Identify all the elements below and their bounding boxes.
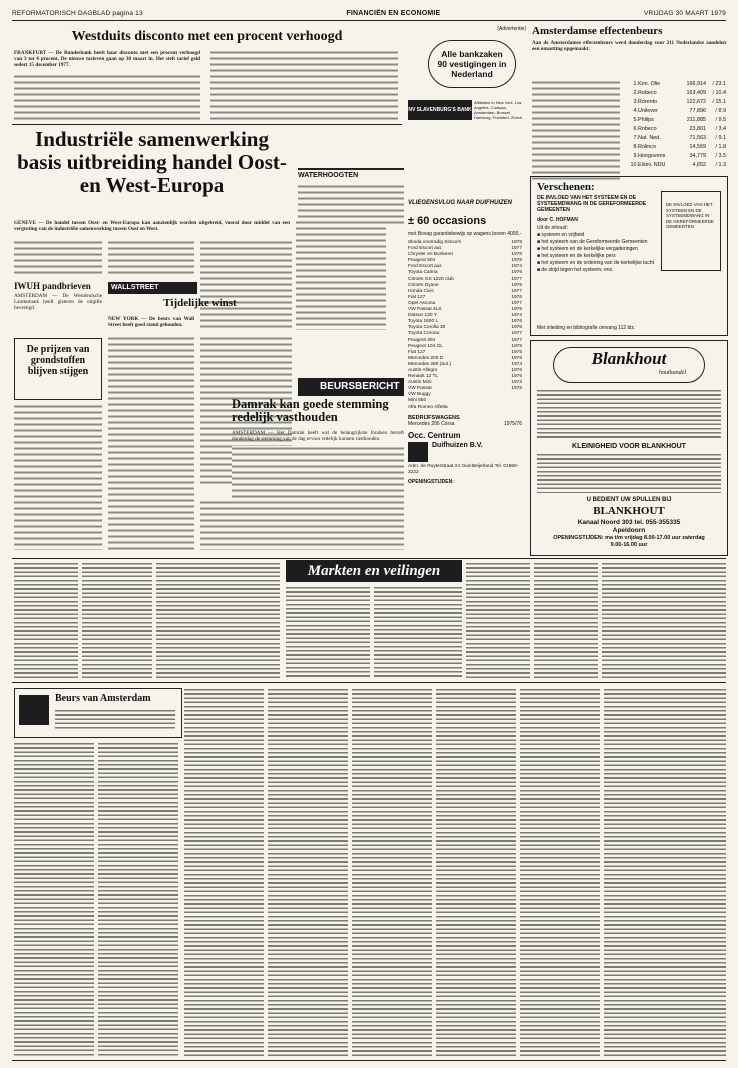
article-disconto xyxy=(12,28,402,125)
dealer: Occ. Centrum xyxy=(408,430,461,440)
effecten-table xyxy=(626,80,726,170)
ad-price: ± 60 occasions xyxy=(408,215,487,227)
ad-order: Met inleiding en bibliografie omvang 112 blz. xyxy=(537,325,636,331)
effecten-ch: / 1.8 xyxy=(715,144,726,150)
effecten-val: 23,801 xyxy=(689,126,706,132)
stock-table xyxy=(184,688,264,1056)
car-name: Chrysler en Bunkerer xyxy=(408,252,454,258)
car-name: Mercedes 280 (aut.) xyxy=(408,361,451,367)
effecten-name: Philips xyxy=(638,117,654,123)
ad-note: met Bovag garantiebewijs op wagens boven 4000,- xyxy=(408,231,522,237)
car-name: Peugeot 104 GL xyxy=(408,343,443,349)
effecten-name: Robeco xyxy=(638,126,657,132)
beurs-amsterdam-title: Beurs van Amsterdam xyxy=(55,693,151,704)
car-year: 1977 xyxy=(511,300,522,306)
text-column xyxy=(537,389,721,439)
effecten-val: 163,409 xyxy=(686,90,706,96)
ad-line: U BEDIENT UW SPULLEN BIJ xyxy=(586,497,672,503)
stock-table xyxy=(98,742,178,1056)
text-column xyxy=(82,562,152,678)
ad-hours: OPENINGSTIJDEN: ma t/m vrijdag 8.00-17.00 uur zaterdag 9.00-16.00 uur xyxy=(553,535,705,548)
car-year: 1976 xyxy=(511,282,522,288)
car-name: Renault 12 TL xyxy=(408,374,439,380)
dealer-name: Duifhuizen B.V. xyxy=(432,441,483,449)
effecten-row xyxy=(626,98,726,107)
car-name: Toyota Corona xyxy=(408,331,440,337)
waterhoogten-title: WATERHOOGTEN xyxy=(298,172,359,179)
car-year: 1976 xyxy=(511,325,522,331)
advertisement-bank xyxy=(408,26,526,150)
car-year: 1976 xyxy=(511,355,522,361)
car-name: Citroën GS 1220 club xyxy=(408,276,454,282)
ad-list-item: ■ het systeem en de kerkelijke pers xyxy=(537,253,616,259)
effecten-row xyxy=(626,143,726,152)
effecten-ch: / 15.1 xyxy=(712,99,726,105)
article-effectenbeurs xyxy=(532,26,726,186)
effecten-name: Elsev. NDU xyxy=(638,162,666,168)
article-iwuh xyxy=(14,282,102,332)
effecten-row xyxy=(626,107,726,116)
dealer-hours: OPENINGSTIJDEN: xyxy=(408,478,454,485)
stock-table xyxy=(268,688,348,1056)
ad-extra: Mercedes 206 Corsa xyxy=(408,420,455,427)
effecten-ch: / 8.9 xyxy=(715,108,726,114)
car-name: Alfa Romeo Alfetta xyxy=(408,404,448,410)
car-name: VW Buggy xyxy=(408,392,431,398)
effecten-n: 2. xyxy=(633,90,638,96)
car-name: VW Passat 4LS xyxy=(408,307,442,313)
ad-list-item: Uit de inhoud: xyxy=(537,225,568,231)
header-left: REFORMATORISCH DAGBLAD pagina 13 xyxy=(12,9,143,17)
car-name: Peugeot 504 xyxy=(408,258,436,264)
car-year: 1976 xyxy=(511,270,522,276)
effecten-name: Hoogovens xyxy=(638,153,666,159)
effecten-val: 211,885 xyxy=(686,117,706,123)
text-column xyxy=(14,404,102,550)
dealer-logo xyxy=(408,442,428,462)
car-name: VW Passat xyxy=(408,386,432,392)
car-year: 1978 xyxy=(511,240,522,245)
ad-tag: (Advertentie) xyxy=(497,26,526,32)
ad-title: Verschenen: xyxy=(537,181,595,193)
text-column xyxy=(108,336,194,550)
text-column xyxy=(374,586,462,678)
car-name: Austin Mini xyxy=(408,380,432,386)
stock-table xyxy=(436,688,516,1056)
ad-tagline: Affiliation to New York, Los Angeles, Curaçao, Amsterdam, Brussel, Hamburg, Frankfurt, Zürich xyxy=(474,100,523,120)
effecten-n: 1. xyxy=(633,81,638,87)
car-year: 1976 xyxy=(511,294,522,300)
ad-extra-year: 1975/76 xyxy=(503,420,522,427)
effecten-row xyxy=(626,152,726,161)
car-name: Mini 850 xyxy=(408,398,427,404)
car-name: Skoda voorradig Simca's xyxy=(408,240,461,245)
article-grondstoffen xyxy=(14,338,102,400)
car-name: Peugeot 304 xyxy=(408,337,436,343)
ad-list-item: ■ het systeem en de kerkelijke vergaderingen xyxy=(537,246,638,252)
article-title: Amsterdamse effectenbeurs xyxy=(532,25,663,37)
text-column xyxy=(14,240,102,276)
article-industriele xyxy=(12,128,292,218)
effecten-ch: / 1.3 xyxy=(715,162,726,168)
dealer-address: Adm. de Ruyterstraat 24 Oud-Beijerland Tel. 01860-2222 xyxy=(408,463,519,475)
article-title: Westduits disconto met een procent verhoogd xyxy=(71,29,343,44)
ad-sub: DE INVLOED VAN HET SYSTEEM EN DE SYSTEEMDWANG IN DE GEREFORMEERDE GEMEENTEN xyxy=(537,195,647,213)
effecten-val: 166,914 xyxy=(686,81,706,87)
car-year: 1977 xyxy=(511,331,522,337)
text-column xyxy=(55,709,175,731)
car-name: Toyota Carina xyxy=(408,270,438,276)
text-column xyxy=(14,562,78,678)
car-name: Datsun 120 Y xyxy=(408,313,437,319)
advertisement-verschenen xyxy=(530,176,728,336)
car-year: 1975 xyxy=(511,349,522,355)
effecten-n: 7. xyxy=(633,135,638,141)
ad-list-item: ■ systeem en vrijheid xyxy=(537,232,585,238)
car-name: Fiat 127 xyxy=(408,294,426,300)
car-year: 1977 xyxy=(511,337,522,343)
car-year: 1975 xyxy=(511,343,522,349)
advertisement-blankhout xyxy=(530,340,728,556)
effecten-n: 3. xyxy=(633,99,638,105)
car-year: 1974 xyxy=(511,361,522,367)
car-year: 1976 xyxy=(511,319,522,325)
text-column xyxy=(466,562,530,678)
stock-table xyxy=(604,688,726,1056)
effecten-name: Rolinco xyxy=(638,144,656,150)
beurs-icon xyxy=(19,695,49,725)
text-column xyxy=(534,562,598,678)
car-name: Ford Escort aut. xyxy=(408,264,443,270)
car-name: Austin Allegro xyxy=(408,367,438,373)
effecten-val: 4,652 xyxy=(692,162,706,168)
ad-list-item: ■ de strijd tegen het systeem, enz. xyxy=(537,267,614,273)
article-lead: Aan de Amsterdamse effectenbeurs werd donderdag voor 211 Nederlandse aandelen een omzetting opgemaakt. xyxy=(532,40,726,52)
article-lead: GENEVE — De handel tussen Oost- en West-Europa kan aanzienlijk worden uitgebreid, vooral door middel van een vergroting van de industriële samenwerking tussen Oost en West. xyxy=(14,220,290,232)
article-title: De prijzen van grondstoffen blijven stijgen xyxy=(26,344,90,377)
car-year: 1973 xyxy=(511,380,522,386)
ad-address: Kanaal Noord 303 tel. 055-355335 xyxy=(577,519,681,526)
ad-name: BLANKHOUT xyxy=(593,505,665,517)
stock-table xyxy=(14,742,94,1056)
text-column xyxy=(532,80,620,180)
beurs-amsterdam-box xyxy=(14,688,182,738)
text-column xyxy=(108,240,194,276)
car-name: Ford Escort aut. xyxy=(408,246,443,252)
effecten-val: 122,672 xyxy=(686,99,706,105)
article-lead: NEW YORK — De beurs van Wall Street heeft goed stand gehouden. xyxy=(108,316,194,328)
markten-banner xyxy=(286,560,462,582)
effecten-ch: / 23.1 xyxy=(712,81,726,87)
car-name: Opel Ascona xyxy=(408,300,436,306)
car-item xyxy=(408,405,522,411)
effecten-n: 8. xyxy=(633,144,638,150)
car-name: Toyota Corolla 30 xyxy=(408,325,446,331)
car-year: 1976 xyxy=(511,367,522,373)
effecten-row xyxy=(626,116,726,125)
ad-list-item: ■ het systeem en de ordening van de kerkelijke tucht xyxy=(537,260,654,266)
effecten-name: Rorento xyxy=(638,99,658,105)
article-lead: FRANKFURT — De Bundesbank heeft haar disconto met een procent verhoogd van 3 tot 4 procent. De nieuwe tarieven gaan op 30 maart in. Het stelt tarief geld sedert 15 december 1977. xyxy=(14,50,200,68)
car-year: 1977 xyxy=(511,276,522,282)
effecten-name: Kon. Olie xyxy=(638,81,661,87)
text-column xyxy=(232,446,404,550)
car-year: 1976 xyxy=(511,252,522,258)
article-title: Tijdelijke winst xyxy=(163,297,237,309)
car-name: Citroën Dyane xyxy=(408,282,439,288)
markten-title: Markten en veilingen xyxy=(307,563,441,579)
effecten-n: 6. xyxy=(633,126,638,132)
effecten-n: 10. xyxy=(630,162,638,168)
ad-sub: BEDRIJFSWAGENS xyxy=(408,414,460,421)
page-header xyxy=(12,6,726,21)
effecten-row xyxy=(626,80,726,89)
effecten-val: 14,569 xyxy=(689,144,706,150)
effecten-ch: / 3.5 xyxy=(715,153,726,159)
article-title: IWUH pandbrieven xyxy=(14,281,91,291)
ad-headline: KLEINIGHEID VOOR BLANKHOUT xyxy=(572,443,686,450)
effecten-row xyxy=(626,161,726,170)
brand-sub: houthandel xyxy=(659,370,686,376)
effecten-name: Nat. Ned. xyxy=(638,135,661,141)
text-column xyxy=(286,586,370,678)
ad-place: Apeldoorn xyxy=(612,527,646,534)
effecten-ch: / 10.4 xyxy=(712,90,726,96)
stock-table xyxy=(520,688,600,1056)
effecten-row xyxy=(626,134,726,143)
car-year: 1975 xyxy=(511,386,522,392)
text-column xyxy=(14,74,200,120)
article-title: Industriële samenwerking basis uitbreiding handel Oost- en West-Europa xyxy=(17,127,287,197)
car-name: Fiat 127 xyxy=(408,349,426,355)
car-year: 1977 xyxy=(511,246,522,252)
car-year: 1977 xyxy=(511,288,522,294)
car-year: 1976 xyxy=(511,258,522,264)
article-lead: AMSTERDAM — De Westdeutsche Landesbank heeft gisteren de uitgifte bevestigd. xyxy=(14,293,102,311)
bank-logo: NV SLAVENBURG'S BANK xyxy=(408,100,472,120)
effecten-val: 71,563 xyxy=(689,135,706,141)
article-lead: AMSTERDAM — Het Damrak heeft wat de belangrijkste fondsen betreft donderdag de stemming van de dag ervoor redelijk kunnen vasthouden. xyxy=(232,430,404,442)
header-center: FINANCIËN EN ECONOMIE xyxy=(346,9,441,17)
header-right: VRIJDAG 30 MAART 1979 xyxy=(644,9,726,17)
effecten-name: Robeco xyxy=(638,90,657,96)
text-column xyxy=(537,453,721,493)
car-year: 1976 xyxy=(511,374,522,380)
effecten-name: Unilever xyxy=(638,108,658,114)
text-column xyxy=(602,562,726,678)
effecten-row xyxy=(626,89,726,98)
car-year: 1974 xyxy=(511,264,522,270)
effecten-ch: / 3.4 xyxy=(715,126,726,132)
effecten-n: 9. xyxy=(633,153,638,159)
text-column xyxy=(156,562,280,678)
effecten-n: 4. xyxy=(633,108,638,114)
ad-author: door C. HOFMAN xyxy=(537,217,578,223)
car-year: 1974 xyxy=(511,313,522,319)
car-name: Honda Civic xyxy=(408,288,434,294)
ad-bank-title: Alle bankzaken 90 vestigingen in Nederland xyxy=(437,49,507,79)
book-cover: DE INVLOED VAN HET SYSTEEM EN DE SYSTEEMDWANG IN DE GEREFORMEERDE GEMEENTEN xyxy=(661,191,721,271)
effecten-ch: / 9.1 xyxy=(715,135,726,141)
effecten-val: 34,779 xyxy=(689,153,706,159)
text-column xyxy=(296,220,386,330)
wallstreet-heading: WALLSTREET xyxy=(108,282,197,294)
effecten-val: 77,896 xyxy=(689,108,706,114)
brand-name: Blankhout xyxy=(591,349,667,368)
car-name: Mercedes 200 D xyxy=(408,355,444,361)
text-column xyxy=(210,50,398,120)
beurs-heading: BEURSBERICHT xyxy=(298,378,404,396)
advertisement-duifhuizen xyxy=(408,160,522,554)
car-name: Toyota 1600 L xyxy=(408,319,439,325)
ad-list-item: ■ het systeem van de Gereformeerde Gemeenten xyxy=(537,239,648,245)
effecten-ch: / 9.5 xyxy=(715,117,726,123)
ad-title: VLIEGENSVLUG NAAR DUIFHUIZEN xyxy=(408,200,513,206)
car-year: 1976 xyxy=(511,307,522,313)
article-title: Damrak kan goede stemming redelijk vasthouden xyxy=(232,397,389,424)
text-column xyxy=(298,184,404,224)
stock-table xyxy=(352,688,432,1056)
effecten-row xyxy=(626,125,726,134)
effecten-n: 5. xyxy=(633,117,638,123)
